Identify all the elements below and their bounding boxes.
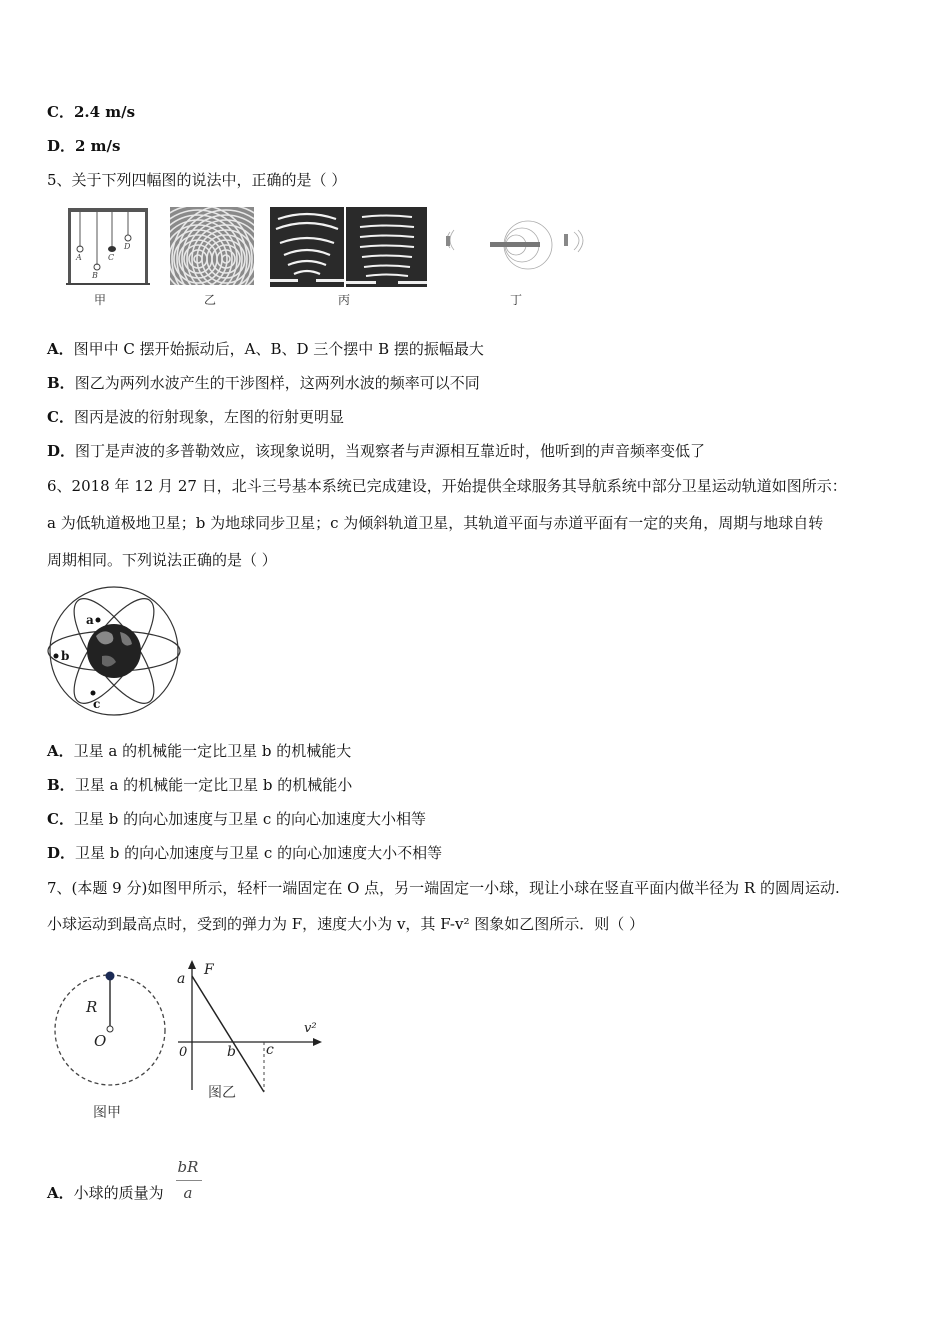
- pendulum-label-a: A: [76, 253, 82, 262]
- option-text: 卫星 b 的向心加速度与卫星 c 的向心加速度大小不相等: [75, 844, 443, 862]
- caption-yi: 乙: [204, 293, 217, 307]
- axis-label-f: F: [204, 962, 214, 978]
- caption-tuyi: 图乙: [208, 1085, 236, 1101]
- label-r: R: [86, 998, 98, 1016]
- q6-option-a: [47, 741, 351, 761]
- pendulum-label-d: D: [124, 242, 131, 251]
- fraction-numerator: bR: [177, 1158, 199, 1176]
- q5-stem: 5、关于下列四幅图的说法中，正确的是（ ）: [47, 171, 347, 189]
- q5-option-b: [47, 373, 480, 393]
- label-b: b: [227, 1044, 236, 1060]
- option-key: B．: [47, 776, 75, 794]
- option-text: 图乙为两列水波产生的干涉图样，这两列水波的频率可以不同: [74, 374, 480, 392]
- label-zero: 0: [179, 1045, 188, 1060]
- q7-figure-jia: [52, 968, 176, 1092]
- q4-option-d: D．2 m/s: [47, 137, 121, 155]
- axis-label-v2: v²: [304, 1021, 317, 1036]
- option-text: 图甲中 C 摆开始振动后，A、B、D 三个摆中 B 摆的振幅最大: [73, 340, 484, 358]
- q5-figure-bing: [270, 207, 427, 287]
- option-key: A．: [47, 340, 74, 358]
- option-text: 图丁是声波的多普勒效应，该现象说明，当观察者与声源相互靠近时，他听到的声音频率变低了: [75, 442, 706, 460]
- fraction-bar: [176, 1180, 202, 1181]
- q5-figure-jia: [62, 205, 154, 287]
- q6-stem-line3: 周期相同。下列说法正确的是（ ）: [47, 551, 277, 569]
- q6-stem-line1: 6、2018 年 12 月 27 日，北斗三号基本系统已完成建设，开始提供全球服务其导航系统中部分卫星运动轨道如图所示：: [47, 477, 847, 495]
- option-text: 卫星 a 的机械能一定比卫星 b 的机械能小: [74, 776, 353, 794]
- q6-stem-line2: a 为低轨道极地卫星；b 为地球同步卫星；c 为倾斜轨道卫星，其轨道平面与赤道平面有一定的夹角，周期与地球自转: [47, 514, 824, 532]
- caption-tujia: 图甲: [93, 1105, 121, 1121]
- fraction-denominator: a: [183, 1184, 193, 1202]
- q7-stem-line2: 小球运动到最高点时，受到的弹力为 F，速度大小为 v，其 F-v² 图象如乙图所示．则（ ）: [47, 915, 645, 933]
- q7-figure-yi: [172, 956, 332, 1096]
- q7-option-a: [47, 1183, 164, 1203]
- pendulum-label-c: C: [108, 253, 115, 262]
- option-key: B．: [47, 374, 75, 392]
- q5-option-c: [47, 407, 344, 427]
- q6-option-b: [47, 775, 352, 795]
- orbit-label-c: c: [93, 697, 101, 711]
- option-text: 卫星 b 的向心加速度与卫星 c 的向心加速度大小相等: [73, 810, 427, 828]
- option-key: C．: [47, 810, 74, 828]
- caption-jia: 甲: [94, 293, 107, 307]
- q5-figure-ding: [444, 220, 589, 270]
- option-key: D．: [47, 442, 76, 460]
- q4-option-c: C．2.4 m/s: [47, 103, 136, 121]
- q6-option-c: [47, 809, 426, 829]
- option-text: 图丙是波的衍射现象，左图的衍射更明显: [73, 408, 344, 426]
- q5-option-d: [47, 441, 705, 461]
- option-key: A．: [47, 742, 74, 760]
- option-key: A．: [47, 1184, 74, 1202]
- label-c: c: [266, 1042, 274, 1058]
- caption-bing: 丙: [338, 293, 351, 307]
- label-o: O: [94, 1032, 107, 1050]
- pendulum-label-b: B: [92, 271, 98, 280]
- caption-ding: 丁: [510, 293, 523, 307]
- option-text: 卫星 a 的机械能一定比卫星 b 的机械能大: [73, 742, 352, 760]
- option-key: D．: [47, 844, 76, 862]
- orbit-label-b: b: [61, 649, 70, 663]
- label-a: a: [177, 971, 186, 987]
- q5-figure-yi: [170, 207, 254, 285]
- q7-stem-line1: 7、(本题 9 分)如图甲所示，轻杆一端固定在 O 点，另一端固定一小球，现让小球在竖直平面内做半径为 R 的圆周运动.: [47, 879, 840, 897]
- q5-option-a: [47, 339, 484, 359]
- option-text: 小球的质量为: [73, 1184, 164, 1202]
- orbit-label-a: a: [86, 613, 94, 627]
- q6-option-d: [47, 843, 442, 863]
- option-key: C．: [47, 408, 74, 426]
- q6-orbit-figure: [46, 584, 182, 718]
